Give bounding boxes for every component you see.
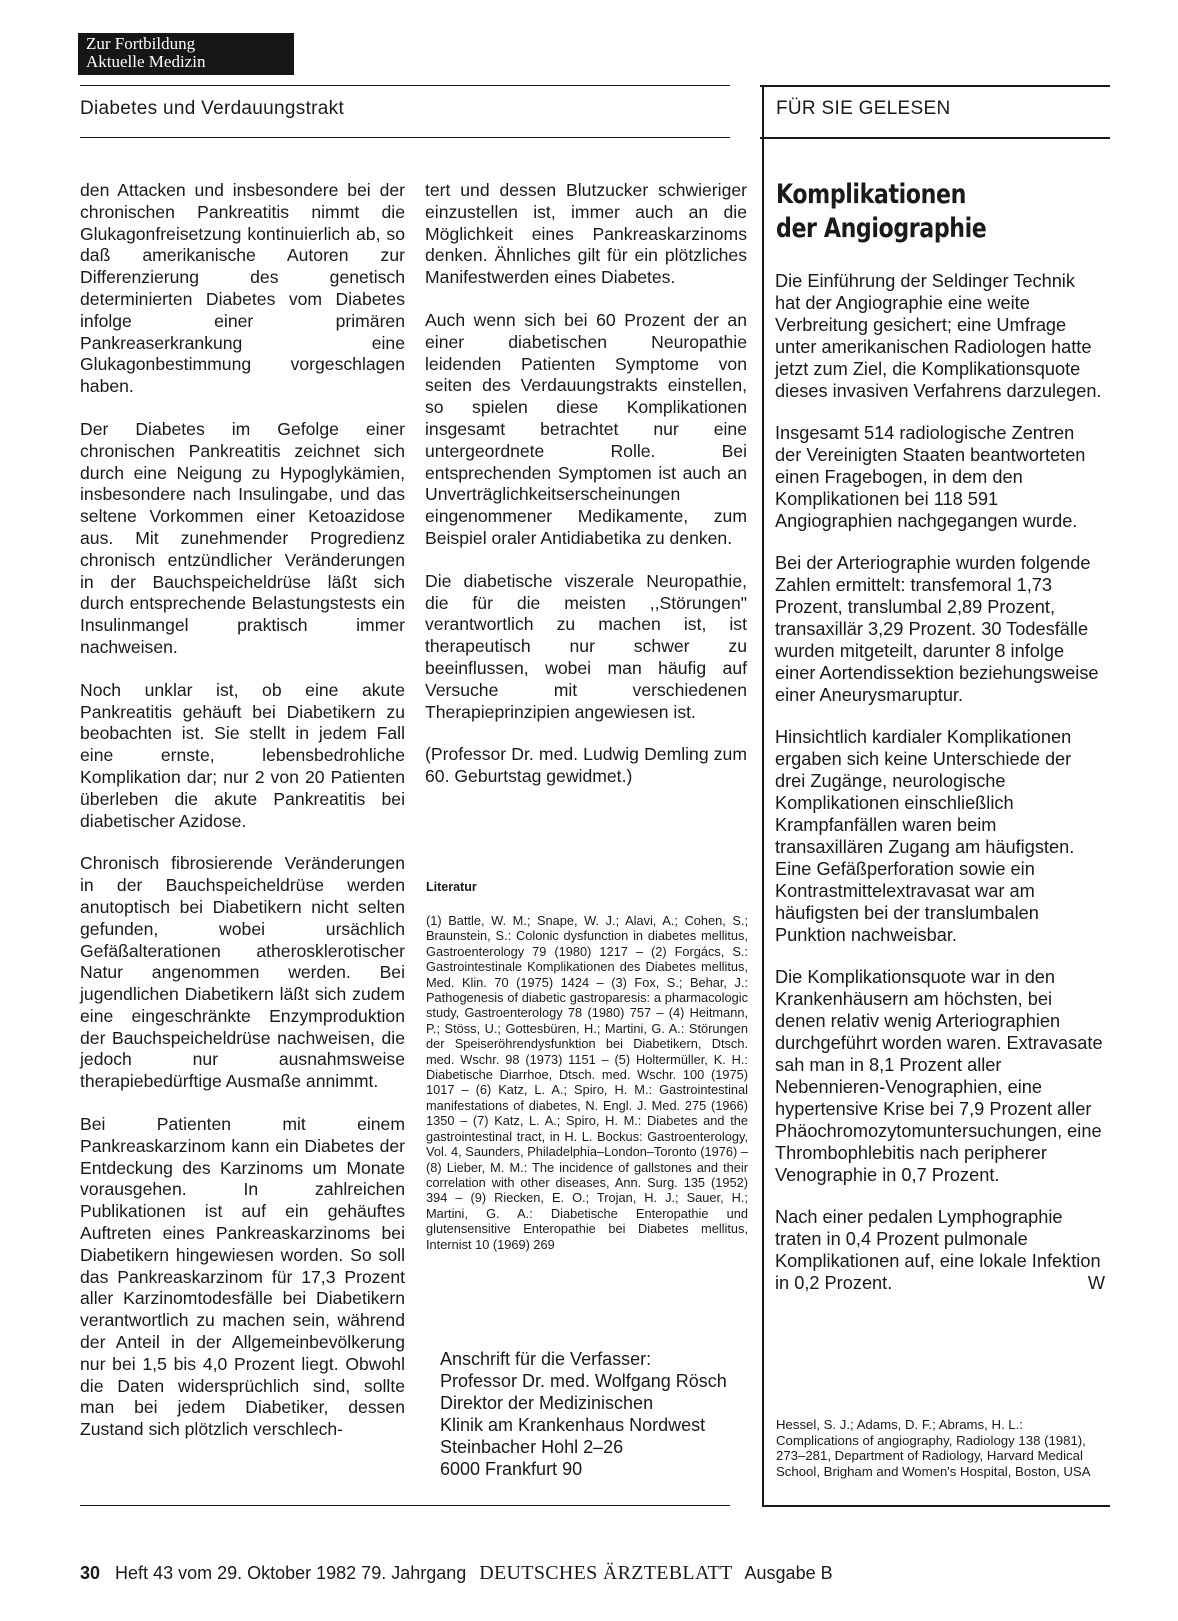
article-column-2 [425,180,747,809]
address-line: Direktor der Medizinischen [440,1393,654,1413]
headline-line-2: der Angiographie [776,213,987,244]
bottom-rule [762,1505,1110,1507]
paragraph [775,1206,1105,1294]
paragraph: Bei der Arteriographie wurden folgende Zahlen ermittelt: transfemoral 1,73 Prozent, translumbal 2,89 Prozent, transaxillär 3,29 Prozent. 30 Todesfälle wurden mitgeteilt, darunter 8 infolge einer Aortendissektion beziehungsweise einer Aneurysmaruptur. [775,553,1099,705]
edition: Ausgabe B [744,1563,833,1583]
header-rule-left [80,85,730,86]
badge-line-2: Aktuelle Medizin [86,52,206,71]
address-line: 6000 Frankfurt 90 [440,1459,583,1479]
sidebar-reference: Hessel, S. J.; Adams, D. F.; Abrams, H. L.: Complications of angiography, Radiology 138 (1981), 273–281, Department of Radiology, Harvard Medical School, Brigham and Women's Hospital, Boston, USA [776,1417,1091,1479]
paragraph: Die Komplikationsquote war in den Krankenhäusern am höchsten, bei denen relativ wenig Arteriographien durchgeführt worden waren. Extravasate sah man in 8,1 Prozent aller Nebennieren-Venographien, eine hypertensive Krise bei 7,9 Prozent aller Phäochromozytomuntersuchungen, eine Thrombophlebitis nach peripherer Venographie in 0,7 Prozent. [775,967,1103,1185]
journal-name: DEUTSCHES ÄRZTEBLATT [479,1562,733,1584]
paragraph: Die Einführung der Seldinger Technik hat der Angiographie eine weite Verbreitung gesichert; eine Umfrage unter amerikanischen Radiologen hatte jetzt zum Ziel, die Komplikationsquote dieses invasiven Verfahrens darzulegen. [775,271,1102,401]
address-line: Klinik am Krankenhaus Nordwest [440,1415,706,1435]
paragraph: Auch wenn sich bei 60 Prozent der an einer diabetischen Neuropathie leidenden Patienten Symptome von seiten des Verdauungstrakts einstellen, so spielen diese Komplikationen insgesamt betrachtet nur eine untergeordnete Rolle. Bei entsprechenden Symptomen ist auch an Unverträglichkeitserscheinungen eingenommener Medikamente, zum Beispiel oraler Antidiabetika zu denken. [425,309,747,548]
article-column-1 [80,180,405,1462]
paragraph: Die diabetische viszerale Neuropathie, die für die meisten ,,Störungen" verantwortlich zu machen ist, ist therapeutisch nur schwer zu beeinflussen, wobei man häufig auf Versuche mit verschiedenen Therapieprinzipien angewiesen ist. [425,570,747,722]
sidebar-section-title: FÜR SIE GELESEN [776,98,951,119]
author-signature: W [1087,1273,1105,1293]
title-rule-right [760,137,1110,139]
sidebar-headline [776,178,1047,246]
paragraph: tert und dessen Blutzucker schwieriger einzustellen ist, immer auch an die Möglichkeit eines Pankreaskarzinoms denken. Ähnliches gilt für ein plötzliches Manifestwerden eines Diabetes. [425,180,747,288]
issue-info: Heft 43 vom 29. Oktober 1982 79. Jahrgang [115,1563,467,1583]
dedication: (Professor Dr. med. Ludwig Demling zum 60. Geburtstag gewidmet.) [425,744,747,787]
address-line: Professor Dr. med. Wolfgang Rösch [440,1371,727,1391]
page-footer [80,1562,833,1585]
headline-line-1: Komplikationen [776,179,966,210]
paragraph: Bei Patienten mit einem Pankreaskarzinom kann ein Diabetes der Entdeckung des Karzinoms um Monate vorausgehen. In zahlreichen Publikationen ist auf ein gehäuftes Auftreten eines Pankreaskarzinoms bei Diabetikern hingewiesen worden. So soll das Pankreaskarzinom für 17,3 Prozent aller Karzinomtodesfälle bei Diabetikern verantwortlich zu machen sein, während der Anteil in der Allgemeinbevölkerung nur bei 1,5 bis 4,0 Prozent liegt. Obwohl die Daten widersprüchlich sind, sollte man bei jedem Diabetiker, dessen Zustand sich plötzlich verschlech- [80,1114,405,1440]
paragraph: Chronisch fibrosierende Veränderungen in der Bauchspeicheldrüse werden anutoptisch bei Diabetikern nicht selten gefunden, wobei ursächlich Gefäßalterationen atherosklerotischer Natur angenommen werden. Bei jugendlichen Diabetikern läßt sich zudem eine eingeschränkte Enzymproduktion der Bauchspeicheldrüse nachweisen, die jedoch nur ausnahmsweise therapiebedürftige Ausmaße annimmt. [80,853,405,1092]
paragraph: Hinsichtlich kardialer Komplikationen ergaben sich keine Unterschiede der drei Zugänge, neurologische Komplikationen einschließlich Krampfanfällen waren beim transaxillären Zugang am häufigsten. Eine Gefäßperforation sowie ein Kontrastmittelextravasat war am häufigsten bei der translumbalen Punktion nachweisbar. [775,727,1075,945]
bottom-rule-left [80,1505,730,1506]
sidebar-column [775,270,1105,1314]
badge-line-1: Zur Fortbildung [86,34,196,53]
literature-heading: Literatur [426,880,477,894]
sidebar-divider [762,86,764,1506]
paragraph: den Attacken und insbesondere bei der chronischen Pankreatitis nimmt die Glukagonfreisetzung kontinuierlich ab, so daß amerikanische Autoren zur Differenzierung des genetisch determinierten Diabetes vom Diabetes infolge einer primären Pankreaserkrankung eine Glukagonbestimmung vorgeschlagen haben. [80,180,405,397]
paragraph: Insgesamt 514 radiologische Zentren der Vereinigten Staaten beantworteten einen Fragebogen, in dem den Komplikationen bei 118 591 Angiographien nachgegangen wurde. [775,423,1086,531]
title-rule-left [80,137,730,138]
author-address [440,1348,760,1480]
section-badge [78,33,294,75]
address-line: Steinbacher Hohl 2–26 [440,1437,624,1457]
paragraph-text: Nach einer pedalen Lymphographie traten in 0,4 Prozent pulmonale Komplikationen auf, eine lokale Infektion in 0,2 Prozent. [775,1207,1101,1293]
literature-list: (1) Battle, W. M.; Snape, W. J.; Alavi, A.; Cohen, S.; Braunstein, S.: Colonic dysfunction in diabetes mellitus, Gastroenterology 79 (1980) 1217 – (2) Forgács, S.: Gastrointestinale Komplikationen des Diabetes mellitus, Med. Klin. 70 (1975) 1424 – (3) Fox, S.; Behar, J.: Pathogenesis of diabetic gastroparesis: a pharmacologic study, Gastroenterology 78 (1980) 757 – (4) Heitmann, P.; Stöss, U.; Gottesbüren, H.; Martini, G. A.: Störungen der Speiseröhrendysfunktion bei Diabetikern, Dtsch. med. Wschr. 98 (1973) 1151 – (5) Holtermüller, K. H.: Diabetische Diarrhoe, Dtsch. med. Wschr. 100 (1975) 1017 – (6) Katz, L. A.; Spiro, H. M.: Gastrointestinal manifestations of diabetes, N. Engl. J. Med. 275 (1966) 1350 – (7) Katz, L. A.; Spiro, H. M.: Diabetes and the gastrointestinal tract, in H. L. Bockus: Gastroenterology, Vol. 4, Saunders, Philadelphia–London–Toronto (1976) – (8) Lieber, M. M.: The incidence of gallstones and their correlation with other diseases, Ann. Surg. 135 (1952) 394 – (9) Riecken, E. O.; Trojan, H. J.; Sauer, H.; Martini, G. A.: Diabetische Enteropathie und glutensensitive Enteropathie bei Diabetes mellitus, Internist 10 (1969) 269 [426,913,748,1252]
paragraph: Der Diabetes im Gefolge einer chronischen Pankreatitis zeichnet sich durch eine Neigung zu Hypoglykämien, insbesondere nach Insulingabe, und das seltene Vorkommen einer Ketoazidose aus. Mit zunehmender Progredienz chronisch entzündlicher Veränderungen in der Bauchspeicheldrüse läßt sich durch entsprechende Belastungstests ein Insulinmangel praktisch immer nachweisen. [80,418,405,657]
page-number: 30 [80,1563,101,1583]
paragraph: Noch unklar ist, ob eine akute Pankreatitis gehäuft bei Diabetikern zu beobachten ist. Sie stellt in jedem Fall eine ernste, lebensbedrohliche Komplikation dar; nur 2 von 20 Patienten überleben die akute Pankreatitis bei diabetischer Azidose. [80,679,405,831]
article-section-title: Diabetes und Verdauungstrakt [80,98,345,119]
address-line: Anschrift für die Verfasser: [440,1349,652,1369]
header-rule-right [760,85,1110,87]
